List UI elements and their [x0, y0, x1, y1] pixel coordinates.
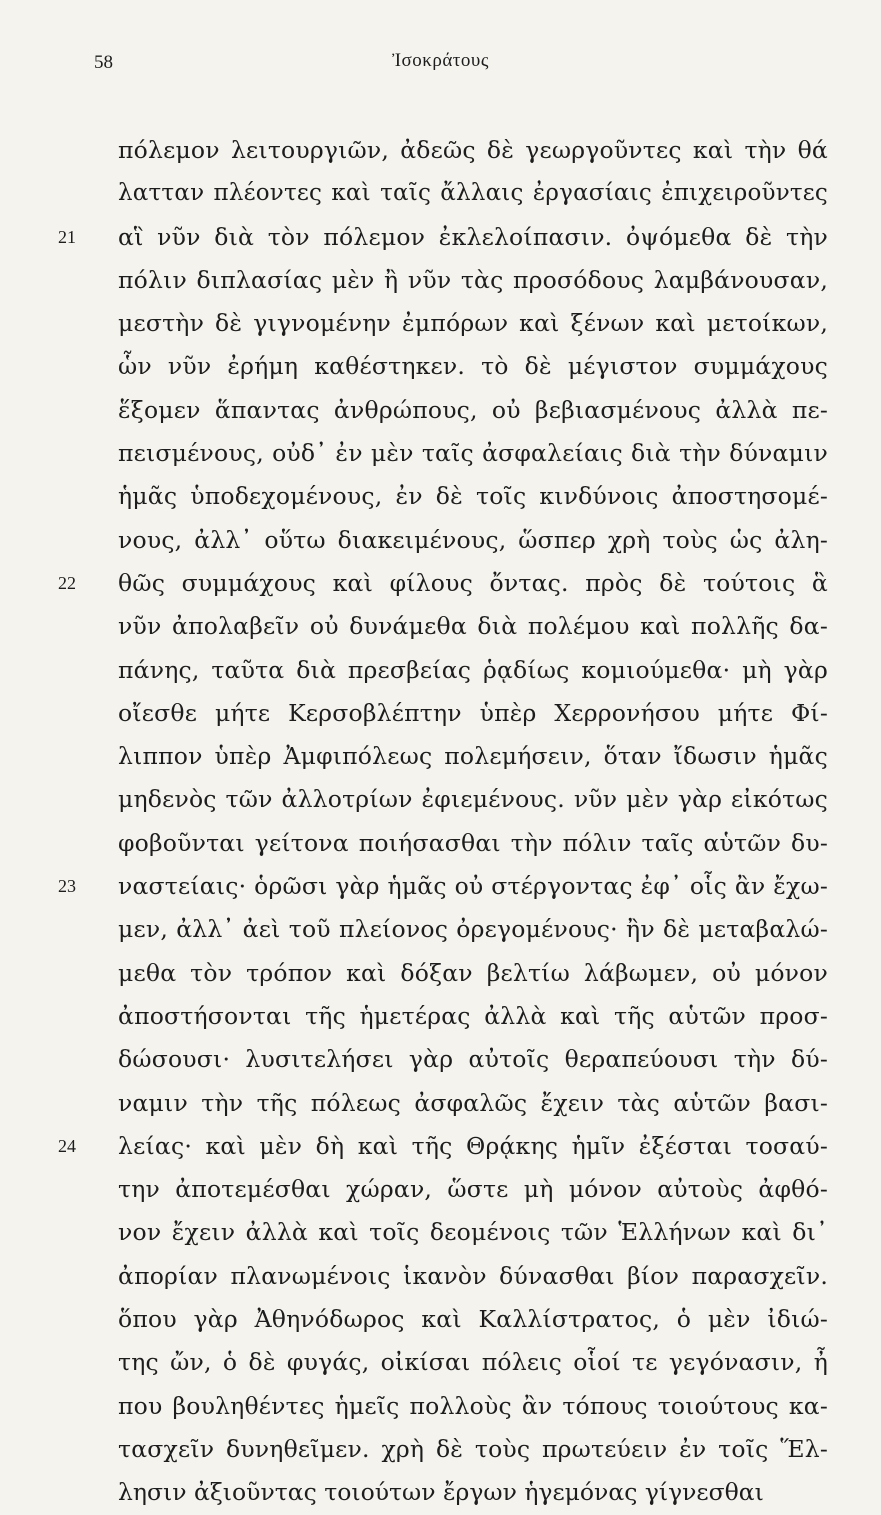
text-line: [0, 822, 881, 865]
line-text: πόλιν διπλασίας μὲν ἢ νῦν τὰς προσόδους λαμβάνουσαν,: [118, 265, 828, 294]
line-text: ἡμᾶς ὑποδεχομένους, ἐν δὲ τοῖς κινδύνοις ἀποστησομέ-: [118, 482, 828, 511]
text-line: [0, 1471, 881, 1514]
line-text: λησιν ἀξιοῦντας τοιούτων ἔργων ἡγεμόνας γίγνεσθαι: [118, 1478, 764, 1507]
text-line: [0, 908, 881, 951]
line-text: νον ἔχειν ἀλλὰ καὶ τοῖς δεομένοις τῶν Ἑλλήνων καὶ δι᾽: [118, 1218, 828, 1247]
line-text: πάνης, ταῦτα διὰ πρεσβείας ῥᾳδίως κομιούμεθα· μὴ γὰρ: [118, 655, 828, 684]
section-number: 21: [58, 226, 76, 247]
section-number: 24: [58, 1135, 76, 1156]
text-line: [0, 172, 881, 215]
text-line: [0, 1385, 881, 1428]
line-text: της ὤν, ὁ δὲ φυγάς, οἰκίσαι πόλεις οἷοί τε γεγόνασιν, ἦ: [118, 1348, 828, 1377]
line-text: μεθα τὸν τρόπον καὶ δόξαν βελτίω λάβωμεν, οὐ μόνον: [118, 958, 828, 987]
line-text: ναμιν τὴν τῆς πόλεως ἀσφαλῶς ἔχειν τὰς αὑτῶν βασι-: [118, 1088, 828, 1117]
line-text: τασχεῖν δυνηθεῖμεν. χρὴ δὲ τοὺς πρωτεύειν ἐν τοῖς Ἕλ-: [118, 1434, 828, 1463]
text-line: [0, 1255, 881, 1298]
line-text: ἀποστήσονται τῆς ἡμετέρας ἀλλὰ καὶ τῆς αὑτῶν προσ-: [118, 1001, 828, 1030]
line-text: πεισμένους, οὐδ᾽ ἐν μὲν ταῖς ἀσφαλείαις διὰ τὴν δύναμιν: [118, 439, 828, 468]
text-line: [0, 475, 881, 518]
text-line: [0, 952, 881, 995]
body-text: [0, 129, 881, 1515]
line-text: οἴεσθε μήτε Κερσοβλέπτην ὑπὲρ Χερρονήσου μήτε Φί-: [118, 698, 828, 727]
line-text: φοβοῦνται γείτονα ποιήσασθαι τὴν πόλιν ταῖς αὑτῶν δυ-: [118, 828, 828, 857]
line-text: μεστὴν δὲ γιγνομένην ἐμπόρων καὶ ξένων καὶ μετοίκων,: [118, 309, 828, 338]
text-line: [0, 1082, 881, 1125]
text-line: [0, 302, 881, 345]
line-text: νους, ἀλλ᾽ οὕτω διακειμένους, ὥσπερ χρὴ τοὺς ὡς ἀλη-: [118, 525, 828, 554]
text-line: [0, 432, 881, 475]
line-text: την ἀποτεμέσθαι χώραν, ὥστε μὴ μόνον αὐτοὺς ἀφθό-: [118, 1175, 828, 1204]
line-text: αἳ νῦν διὰ τὸν πόλεμον ἐκλελοίπασιν. ὀψόμεθα δὲ τὴν: [118, 222, 828, 251]
line-text: ἕξομεν ἅπαντας ἀνθρώπους, οὐ βεβιασμένους ἀλλὰ πε-: [118, 395, 828, 424]
text-line: [0, 735, 881, 778]
text-line: [0, 519, 881, 562]
text-line: [0, 129, 881, 172]
section-number: 23: [58, 876, 76, 897]
section-number: 22: [58, 572, 76, 593]
text-line: [0, 1038, 881, 1081]
text-line: [0, 1168, 881, 1211]
text-line: [0, 1341, 881, 1384]
running-head: Ἰσοκράτους: [392, 50, 489, 71]
text-line: [0, 649, 881, 692]
text-line: [0, 345, 881, 388]
line-text: ὅπου γὰρ Ἀθηνόδωρος καὶ Καλλίστρατος, ὁ μὲν ἰδιώ-: [118, 1305, 828, 1334]
text-line: [0, 605, 881, 648]
line-text: νῦν ἀπολαβεῖν οὐ δυνάμεθα διὰ πολέμου καὶ πολλῆς δα-: [118, 612, 828, 641]
line-text: ἀπορίαν πλανωμένοις ἱκανὸν δύνασθαι βίον παρασχεῖν.: [118, 1261, 828, 1290]
line-text: λείας· καὶ μὲν δὴ καὶ τῆς Θρᾴκης ἡμῖν ἐξέσται τοσαύ-: [118, 1131, 828, 1160]
text-line: [0, 562, 881, 605]
line-text: μηδενὸς τῶν ἀλλοτρίων ἐφιεμένους. νῦν μὲν γὰρ εἰκότως: [118, 785, 828, 814]
text-line: [0, 995, 881, 1038]
line-text: πόλεμον λειτουργιῶν, ἀδεῶς δὲ γεωργοῦντες καὶ τὴν θά: [118, 136, 828, 164]
line-text: θῶς συμμάχους καὶ φίλους ὄντας. πρὸς δὲ τούτοις ἃ: [118, 568, 828, 597]
line-text: λιππον ὑπὲρ Ἀμφιπόλεως πολεμήσειν, ὅταν ἴδωσιν ἡμᾶς: [118, 742, 828, 771]
text-line: [0, 1298, 881, 1341]
text-line: [0, 865, 881, 908]
text-line: [0, 259, 881, 302]
text-line: [0, 389, 881, 432]
text-line: [0, 778, 881, 821]
line-text: δώσουσι· λυσιτελήσει γὰρ αὐτοῖς θεραπεύουσι τὴν δύ-: [118, 1045, 828, 1074]
line-text: ὧν νῦν ἐρήμη καθέστηκεν. τὸ δὲ μέγιστον συμμάχους: [118, 352, 828, 381]
text-line: [0, 216, 881, 259]
text-line: [0, 692, 881, 735]
page-number: 58: [94, 52, 113, 73]
line-text: λατταν πλέοντες καὶ ταῖς ἄλλαις ἐργασίαις ἐπιχειροῦντες: [118, 180, 828, 207]
text-line: [0, 1428, 881, 1471]
line-text: που βουληθέντες ἡμεῖς πολλοὺς ἂν τόπους τοιούτους κα-: [118, 1391, 828, 1420]
text-line: [0, 1211, 881, 1254]
line-text: ναστείαις· ὁρῶσι γὰρ ἡμᾶς οὐ στέργοντας ἐφ᾽ οἷς ἂν ἔχω-: [118, 872, 828, 901]
text-line: [0, 1125, 881, 1168]
line-text: μεν, ἀλλ᾽ ἀεὶ τοῦ πλείονος ὀρεγομένους· ἢν δὲ μεταβαλώ-: [118, 915, 828, 944]
